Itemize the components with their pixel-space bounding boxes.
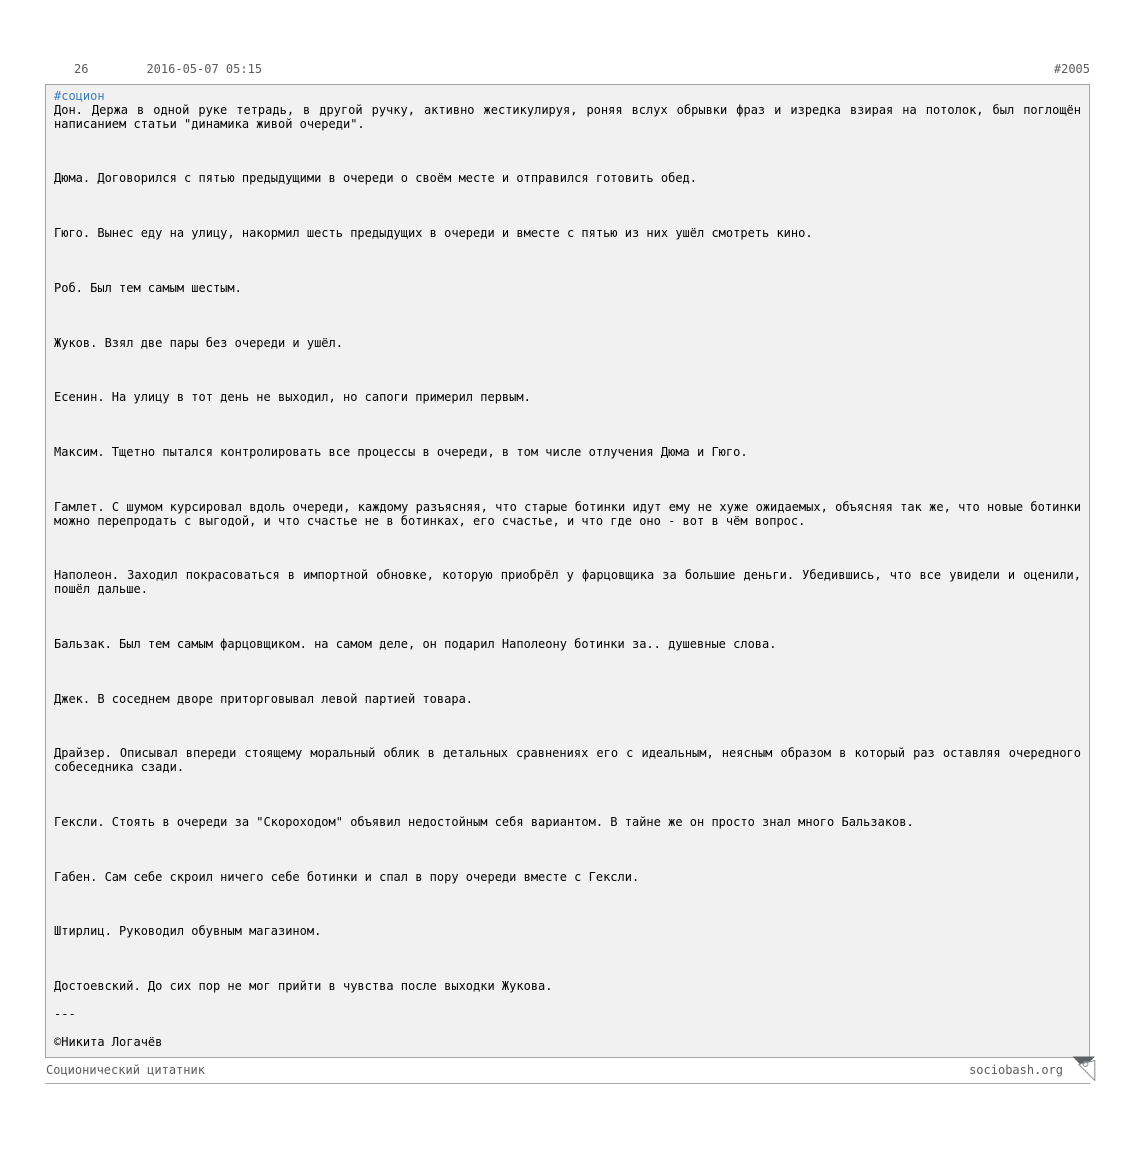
post-permalink[interactable]: #2005 [1053,62,1090,76]
post-entry: Драйзер. Описывал впереди стоящему моральный облик в детальных сравнениях его с идеальным, неясным образом в который раз оставляя очередного собеседника сзади. [54,746,1081,774]
post-entry: Дюма. Договорился с пятью предыдущими в очереди о своём месте и отправился готовить обед. [54,171,697,186]
post-entry: Гексли. Стоять в очереди за "Скороходом" объявил недостойным себя вариантом. В тайне же он просто знал много Бальзаков. [54,814,914,829]
page-corner-fold-icon[interactable] [1072,1054,1096,1082]
vote-count: 26 [74,62,89,76]
post-entry: Гюго. Вынес еду на улицу, накормил шесть предыдущих в очереди и вместе с пятью из них ушёл смотреть кино. [54,226,813,240]
post-entry: Штирлиц. Руководил обувным магазином. [54,924,322,939]
post-entry: Достоевский. До сих пор не мог прийти в чувства после выходки Жукова. [54,979,553,993]
post-entry: Джек. В соседнем дворе приторговывал левой партией товара. [54,691,474,706]
tag-link[interactable]: #социон [54,89,105,103]
author-credit: ©Никита Логачёв [54,1034,163,1049]
post-entry: Роб. Был тем самым шестым. [54,280,242,295]
post-date: 2016-05-07 05:15 [146,62,263,76]
post-entry: Жуков. Взял две пары без очереди и ушёл. [54,335,343,350]
post-entry: Габен. Сам себе скроил ничего себе ботинки и спал в пору очереди вместе с Гексли. [54,869,640,884]
quote-box [45,84,1090,1058]
site-subtitle: Соционический цитатник [46,1063,205,1078]
post-entry: Наполеон. Заходил покрасоваться в импортной обновке, которую приобрёл у фарцовщика за большие деньги. Убедившись, что все увидели и оценили, пошёл дальше. [54,568,1081,596]
site-footer [45,1058,1090,1084]
post-entry: Есенин. На улицу в тот день не выходил, но сапоги примерил первым. [54,390,531,405]
post-body [54,104,1081,994]
quote-post [45,62,1090,1084]
separator-line: --- [54,1006,76,1021]
post-entry: Дон. Держа в одной руке тетрадь, в другой ручку, активно жестикулируя, роняя вслух обрывки фраз и изредка взирая на потолок, был поглощён написанием статьи "динамика живой очереди". [54,102,1081,131]
post-header [45,62,1090,84]
post-entry: Максим. Тщетно пытался контролировать все процессы в очереди, в том числе отлучения Дюма и Гюго. [54,445,748,459]
post-entry: Бальзак. Был тем самым фарцовщиком. на самом деле, он подарил Наполеону ботинки за.. душевные слова. [54,636,777,651]
post-entry: Гамлет. С шумом курсировал вдоль очереди, каждому разъясняя, что старые ботинки идут ему не хуже ожидаемых, объясняя так же, что новые ботинки можно перепродать с выгодой, и что счастье не в ботинках, его счастье, и что где оно - вот в чём вопрос. [54,499,1081,528]
site-domain: sociobash.org [969,1063,1063,1078]
